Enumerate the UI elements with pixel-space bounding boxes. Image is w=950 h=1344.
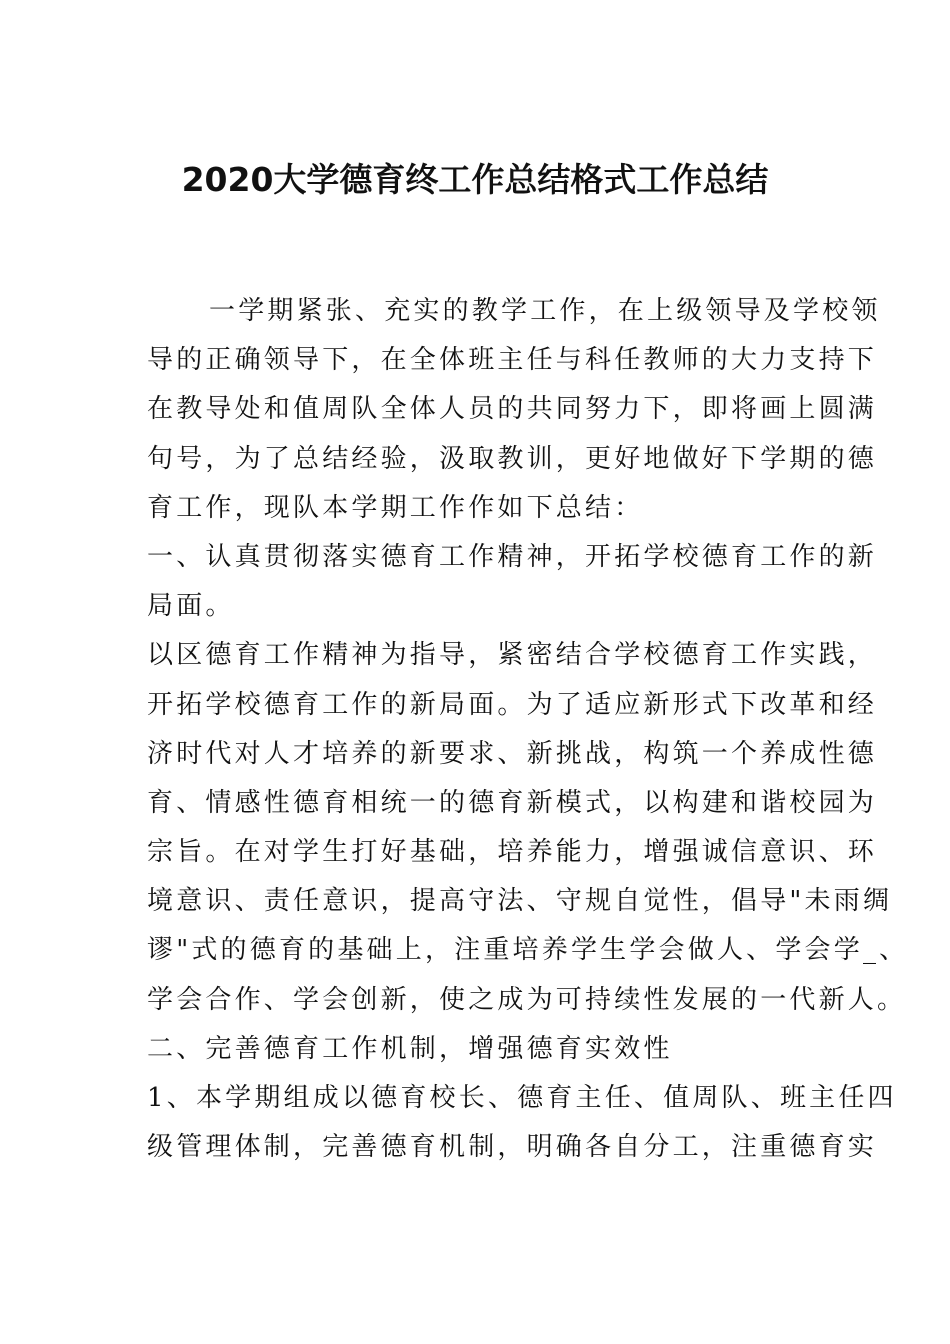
paragraph-line: 句号，为了总结经验，汲取教训，更好地做好下学期的德 (147, 443, 878, 474)
paragraph-line: 宗旨。在对学生打好基础，培养能力，增强诚信意识、环 (147, 837, 878, 868)
paragraph-line: 一学期紧张、充实的教学工作，在上级领导及学校领 (209, 296, 881, 326)
paragraph-line: 学会合作、学会创新，使之成为可持续性发展的一代新人。 (147, 984, 907, 1015)
paragraph-line: 1、本学期组成以德育校长、德育主任、值周队、班主任四 (147, 1083, 897, 1113)
paragraph-line: 谬"式的德育的基础上，注重培养学生学会做人、学会学_、 (147, 935, 909, 966)
paragraph-line: 开拓学校德育工作的新局面。为了适应新形式下改革和经 (147, 689, 878, 720)
paragraph-line: 导的正确领导下，在全体班主任与科任教师的大力支持下 (147, 345, 878, 376)
paragraph-line: 济时代对人才培养的新要求、新挑战，构筑一个养成性德 (147, 738, 878, 769)
paragraph-line: 级管理体制，完善德育机制，明确各自分工，注重德育实 (147, 1132, 878, 1163)
document-body (147, 287, 909, 1172)
section-heading-line: 局面。 (147, 591, 235, 622)
paragraph-line: 育、情感性德育相统一的德育新模式，以构建和谐校园为 (147, 787, 878, 818)
section-heading-line: 二、完善德育工作机制，增强德育实效性 (147, 1033, 673, 1064)
paragraph-line: 育工作，现队本学期工作作如下总结： (147, 492, 644, 523)
paragraph-line: 以区德育工作精神为指导，紧密结合学校德育工作实践， (147, 640, 878, 671)
document-title: 2020大学德育终工作总结格式工作总结 (181, 160, 769, 199)
section-heading-line: 一、认真贯彻落实德育工作精神，开拓学校德育工作的新 (147, 541, 878, 572)
paragraph-line: 境意识、责任意识，提高守法、守规自觉性，倡导"未雨绸 (147, 886, 893, 917)
paragraph-line: 在教导处和值周队全体人员的共同努力下，即将画上圆满 (147, 394, 878, 425)
